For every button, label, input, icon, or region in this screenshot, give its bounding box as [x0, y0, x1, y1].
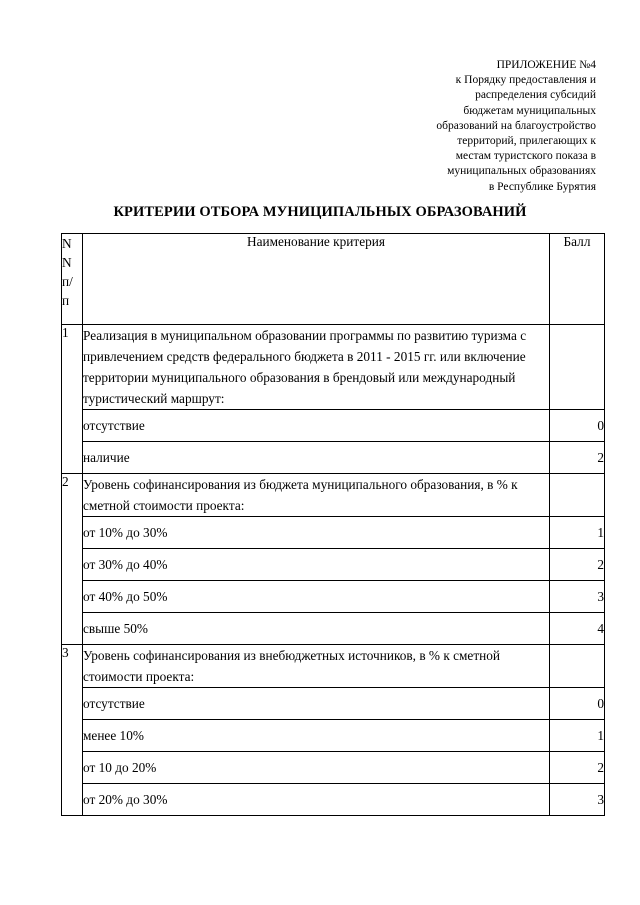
appendix-line: бюджетам муниципальных	[463, 104, 596, 117]
criterion-number: 3	[62, 645, 83, 816]
option-label: отсутствие	[83, 688, 550, 720]
criterion-score-empty	[550, 645, 605, 688]
option-label: от 40% до 50%	[83, 581, 550, 613]
option-row	[62, 410, 605, 442]
criterion-row	[62, 474, 605, 517]
option-score: 2	[550, 752, 605, 784]
table-header-row	[62, 234, 605, 325]
option-label: от 20% до 30%	[83, 784, 550, 816]
criterion-text: Реализация в муниципальном образовании программы по развитию туризма с привлечением средств федерального бюджета в 2011 - 2015 гг. или включение территории муниципального образования в брендовый или международный туристический маршрут:	[83, 325, 550, 410]
option-label: менее 10%	[83, 720, 550, 752]
header-number-line: п/	[62, 274, 73, 289]
header-number-line: N	[62, 236, 72, 251]
option-row	[62, 517, 605, 549]
option-row	[62, 720, 605, 752]
option-label: от 10% до 30%	[83, 517, 550, 549]
option-row	[62, 752, 605, 784]
option-row	[62, 784, 605, 816]
option-score: 3	[550, 581, 605, 613]
header-number-line: N	[62, 255, 72, 270]
criterion-text: Уровень софинансирования из бюджета муниципального образования, в % к сметной стоимости проекта:	[83, 474, 550, 517]
appendix-line: ПРИЛОЖЕНИЕ №4	[496, 59, 596, 71]
criterion-score-empty	[550, 325, 605, 410]
appendix-line: территорий, прилегающих к	[457, 135, 596, 148]
criterion-row	[62, 645, 605, 688]
option-score: 0	[550, 410, 605, 442]
option-label: свыше 50%	[83, 613, 550, 645]
option-row	[62, 613, 605, 645]
option-row	[62, 442, 605, 474]
option-score: 1	[550, 517, 605, 549]
appendix-block	[336, 58, 596, 195]
option-score: 4	[550, 613, 605, 645]
appendix-line: распределения субсидий	[475, 89, 596, 102]
page-title: КРИТЕРИИ ОТБОРА МУНИЦИПАЛЬНЫХ ОБРАЗОВАНИЙ	[113, 204, 527, 220]
option-label: наличие	[83, 442, 550, 474]
option-score: 1	[550, 720, 605, 752]
criterion-number: 1	[62, 325, 83, 474]
option-label: отсутствие	[83, 410, 550, 442]
header-number-line: п	[62, 293, 70, 308]
appendix-line: в Республике Бурятия	[488, 180, 596, 193]
criterion-score-empty	[550, 474, 605, 517]
header-score: Балл	[550, 234, 605, 325]
option-label: от 30% до 40%	[83, 549, 550, 581]
appendix-line: местам туристского показа в	[455, 150, 596, 163]
criterion-row	[62, 325, 605, 410]
option-score: 2	[550, 442, 605, 474]
appendix-line: образований на благоустройство	[436, 119, 596, 132]
criteria-table	[61, 233, 605, 816]
option-row	[62, 688, 605, 720]
option-score: 2	[550, 549, 605, 581]
header-number	[62, 234, 83, 325]
appendix-line: к Порядку предоставления и	[455, 74, 596, 87]
criterion-number: 2	[62, 474, 83, 645]
option-label: от 10 до 20%	[83, 752, 550, 784]
appendix-line: муниципальных образованиях	[447, 165, 596, 178]
header-criterion-name: Наименование критерия	[83, 234, 550, 325]
option-score: 0	[550, 688, 605, 720]
option-score: 3	[550, 784, 605, 816]
option-row	[62, 549, 605, 581]
criterion-text: Уровень софинансирования из внебюджетных источников, в % к сметной стоимости проекта:	[83, 645, 550, 688]
option-row	[62, 581, 605, 613]
